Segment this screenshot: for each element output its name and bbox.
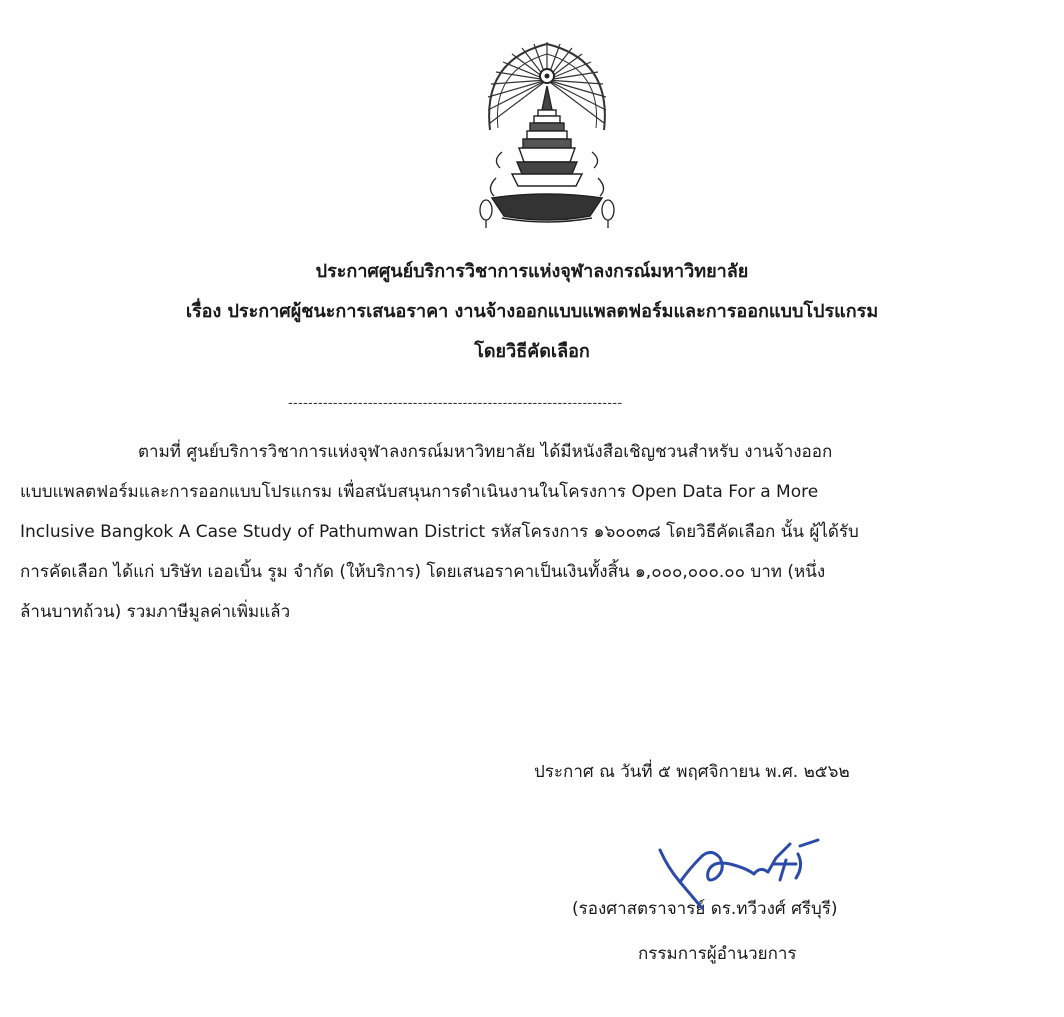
announcement-body — [20, 432, 1050, 632]
title-divider: ------------------------------------------------------------------- — [288, 396, 623, 411]
announce-date: ประกาศ ณ วันที่ ๕ พฤศจิกายน พ.ศ. ๒๕๖๒ — [534, 762, 850, 782]
body-line-2: แบบแพลตฟอร์มและการออกแบบโปรแกรม เพื่อสนับสนุนการดำเนินงานในโครงการ Open Data For a More — [20, 482, 819, 502]
title-line-3: โดยวิธีคัดเลือก — [474, 341, 590, 362]
signer-position: กรรมการผู้อำนวยการ — [638, 944, 797, 964]
body-line-3: Inclusive Bangkok A Case Study of Pathumwan District รหัสโครงการ ๑๖๐๐๓๘ โดยวิธีคัดเลือก นั้น ผู้ได้รับ — [20, 522, 859, 542]
university-emblem-icon — [472, 40, 622, 240]
announcement-title — [0, 252, 1064, 372]
title-line-1: ประกาศศูนย์บริการวิชาการแห่งจุฬาลงกรณ์มหาวิทยาลัย — [315, 261, 749, 282]
body-line-4: การคัดเลือก ได้แก่ บริษัท เออเบิ้น รูม จำกัด (ให้บริการ) โดยเสนอราคาเป็นเงินทั้งสิ้น ๑,๐๐๐,๐๐๐.๐๐ บาท (หนึ่ง — [20, 562, 826, 582]
signer-name: (รองศาสตราจารย์ ดร.ทวีวงศ์ ศรีบุรี) — [572, 899, 838, 919]
body-line-5: ล้านบาทถ้วน) รวมภาษีมูลค่าเพิ่มแล้ว — [20, 602, 291, 622]
body-line-1: ตามที่ ศูนย์บริการวิชาการแห่งจุฬาลงกรณ์มหาวิทยาลัย ได้มีหนังสือเชิญชวนสำหรับ งานจ้างออก — [138, 442, 833, 462]
title-line-2: เรื่อง ประกาศผู้ชนะการเสนอราคา งานจ้างออกแบบแพลตฟอร์มและการออกแบบโปรแกรม — [185, 301, 879, 322]
